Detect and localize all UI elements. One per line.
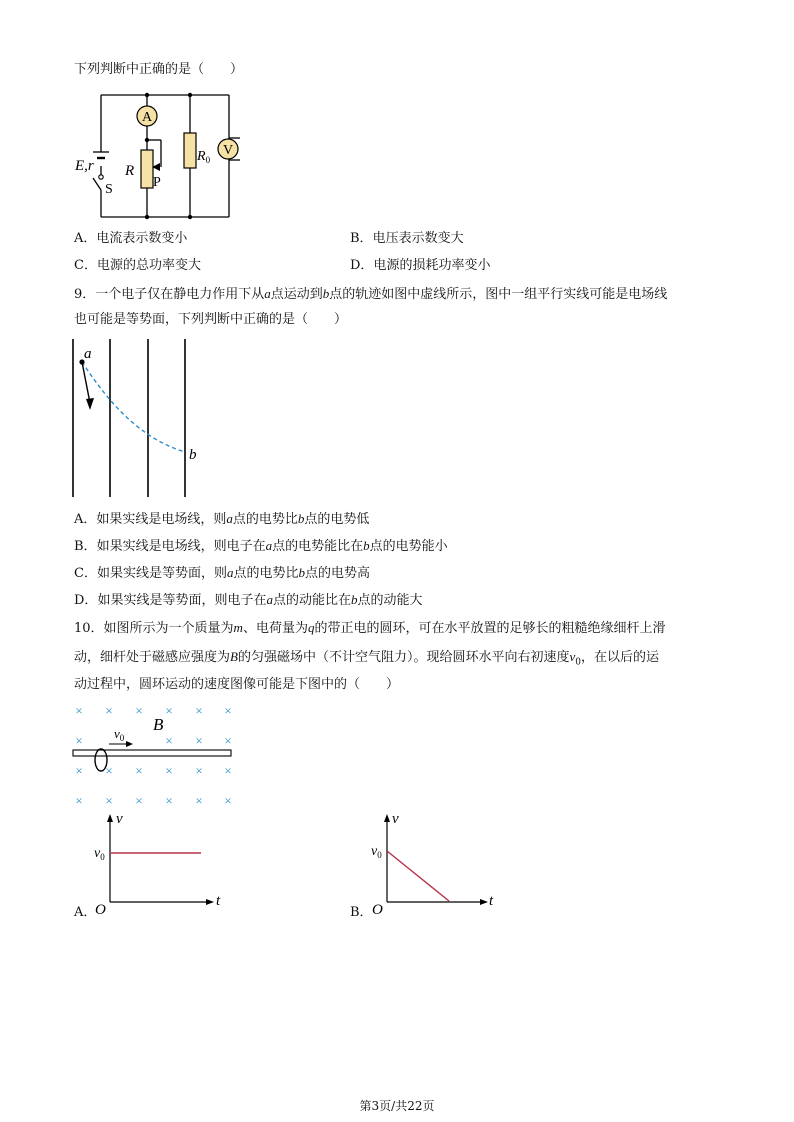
ammeter-label: A — [141, 110, 153, 125]
q10-stem-line2: 动，细杆处于磁感应强度为B的匀强磁场中（不计空气阻力）。现给圆环水平向右初速度$v_0$，在以后的运 — [74, 649, 660, 668]
q9-stem-line1: 9．一个电子仅在静电力作用下从a点运动到b点的轨迹如图中虚线所示，图中一组平行实线可能是电场线 — [74, 286, 668, 302]
q8-option-b: B．电压表示数变大 — [350, 231, 464, 246]
rheostat-label: R — [125, 163, 135, 179]
q8-circuit-diagram — [70, 88, 310, 228]
field-cross-icon: × — [224, 793, 232, 808]
x-axis-arrow-icon — [480, 899, 488, 905]
field-cross-icon: × — [165, 733, 173, 748]
field-cross-icon: × — [224, 703, 232, 718]
field-cross-icon: × — [165, 763, 173, 778]
q9-stem-line2: 也可能是等势面，下列判断中正确的是（ ） — [74, 312, 348, 327]
field-label-b: B — [153, 715, 164, 734]
x-axis-arrow-icon — [206, 899, 214, 905]
field-cross-icon: × — [135, 793, 143, 808]
switch-contact — [99, 175, 103, 179]
graph-b-velocity-line — [387, 851, 449, 901]
graph-b-v0-tick: $v_0$ — [371, 844, 382, 860]
r0-label: $R_0$ — [197, 149, 211, 165]
graph-b — [360, 808, 510, 918]
graph-a-letter: A． — [74, 905, 97, 920]
voltmeter-label: V — [222, 143, 234, 158]
graph-a-v0-tick: $v_0$ — [94, 846, 105, 862]
page-footer: 第3页/共22页 — [359, 1099, 435, 1113]
field-cross-icon: × — [195, 733, 203, 748]
graph-b-origin: O — [372, 902, 383, 918]
slider-label: P — [153, 175, 161, 190]
trajectory-dashed — [82, 362, 185, 452]
y-axis-arrow-icon — [384, 814, 390, 822]
graph-a-origin: O — [95, 902, 106, 918]
graph-a-x-label: t — [216, 893, 221, 909]
graph-a-y-label: v — [116, 811, 123, 827]
field-cross-icon: × — [75, 733, 83, 748]
field-cross-icon: × — [195, 793, 203, 808]
emf-label: E,r — [75, 158, 94, 174]
q8-option-a: A．电流表示数变小 — [74, 231, 188, 246]
resistor-r0 — [184, 133, 196, 168]
field-cross-icon: × — [105, 793, 113, 808]
field-cross-icon: × — [75, 793, 83, 808]
field-cross-icon: × — [165, 793, 173, 808]
graph-b-y-label: v — [392, 811, 399, 827]
q9-option-d: D．如果实线是等势面，则电子在a点的动能比在b点的动能大 — [74, 592, 423, 608]
q9-option-a: A．如果实线是电场线，则a点的电势比b点的电势低 — [74, 511, 370, 527]
rheostat — [141, 150, 153, 188]
q8-option-c: C．电源的总功率变大 — [74, 258, 201, 273]
graph-a — [88, 808, 228, 918]
graph-b-letter: B． — [350, 905, 373, 920]
q10-stem-line3: 动过程中，圆环运动的速度图像可能是下图中的（ ） — [74, 677, 400, 692]
field-cross-icon: × — [224, 733, 232, 748]
q9-option-c: C．如果实线是等势面，则a点的电势比b点的电势高 — [74, 565, 370, 581]
v0-label: $v_0$ — [114, 726, 125, 743]
q9-option-b: B．如果实线是电场线，则电子在a点的电势能比在b点的电势能小 — [74, 538, 448, 554]
switch-label: S — [105, 182, 113, 197]
q8-option-d: D．电源的损耗功率变小 — [350, 258, 491, 273]
field-cross-icon: × — [105, 703, 113, 718]
velocity-arrow-icon — [126, 741, 133, 747]
q9-field-figure — [68, 336, 208, 506]
graph-b-x-label: t — [489, 893, 494, 909]
field-cross-icon: × — [165, 703, 173, 718]
q8-stem: 下列判断中正确的是（ ） — [74, 62, 244, 77]
field-cross-icon: × — [75, 703, 83, 718]
label-a: a — [84, 346, 92, 362]
label-b: b — [189, 447, 197, 463]
q10-stem-line1: 10．如图所示为一个质量为m、电荷量为q的带正电的圆环，可在水平放置的足够长的粗糙绝缘细杆上滑 — [74, 620, 666, 636]
field-cross-icon: × — [135, 703, 143, 718]
y-axis-arrow-icon — [107, 814, 113, 822]
field-cross-icon: × — [135, 763, 143, 778]
field-cross-icon: × — [105, 763, 113, 778]
field-cross-icon: × — [195, 703, 203, 718]
field-cross-icon: × — [195, 763, 203, 778]
field-cross-icon: × — [75, 763, 83, 778]
q10-field-figure — [68, 700, 238, 810]
field-cross-icon: × — [224, 763, 232, 778]
force-arrow-icon — [86, 398, 94, 410]
